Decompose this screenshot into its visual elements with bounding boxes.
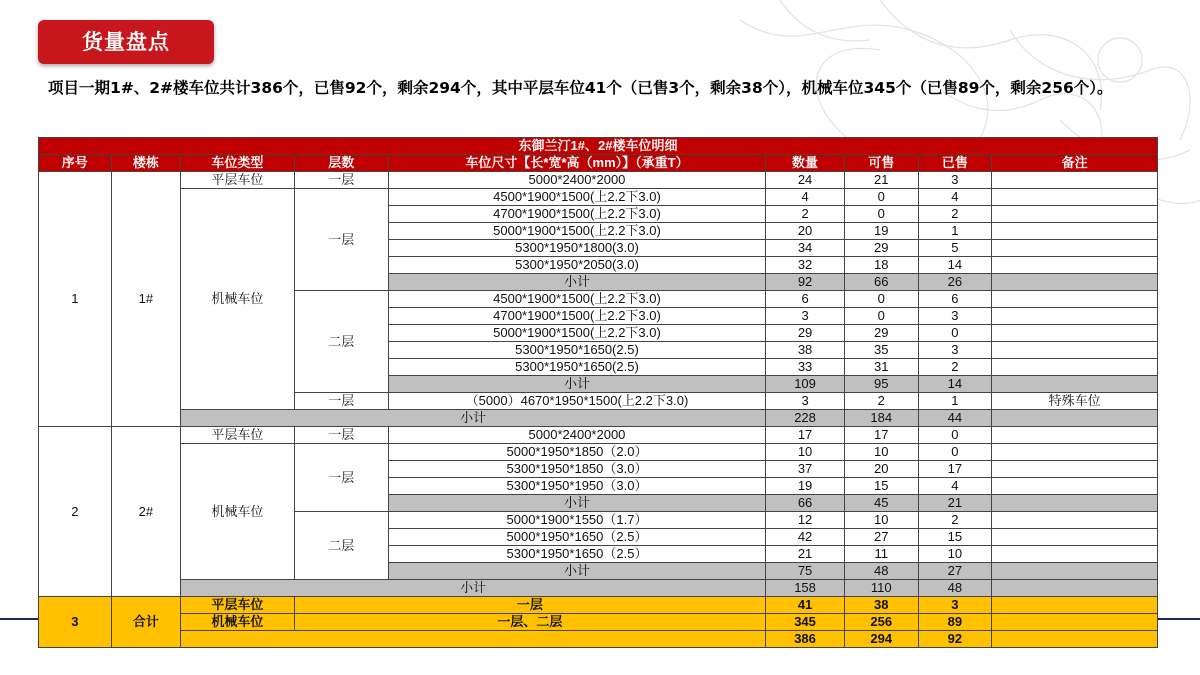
note-cell <box>992 240 1158 257</box>
note-cell <box>992 529 1158 546</box>
type-cell: 平层车位 <box>181 597 295 614</box>
avail-cell: 29 <box>844 325 918 342</box>
note-cell <box>992 291 1158 308</box>
note-cell <box>992 189 1158 206</box>
qty-cell: 20 <box>766 223 845 240</box>
avail-cell: 45 <box>844 495 918 512</box>
qty-cell: 19 <box>766 478 845 495</box>
subtotal-label: 小计 <box>388 495 765 512</box>
sold-cell: 89 <box>918 614 992 631</box>
col-header: 可售 <box>844 155 918 172</box>
size-cell: 4500*1900*1500(上2.2下3.0) <box>388 291 765 308</box>
sold-cell: 14 <box>918 257 992 274</box>
sold-cell: 2 <box>918 512 992 529</box>
avail-cell: 184 <box>844 410 918 427</box>
note-cell: 特殊车位 <box>992 393 1158 410</box>
col-header: 层数 <box>294 155 388 172</box>
avail-cell: 19 <box>844 223 918 240</box>
sold-cell: 3 <box>918 172 992 189</box>
type-cell: 机械车位 <box>181 614 295 631</box>
note-cell <box>992 410 1158 427</box>
sold-cell: 2 <box>918 206 992 223</box>
avail-cell: 38 <box>844 597 918 614</box>
subtotal-label: 小计 <box>181 410 766 427</box>
sold-cell: 6 <box>918 291 992 308</box>
qty-cell: 21 <box>766 546 845 563</box>
note-cell <box>992 325 1158 342</box>
qty-cell: 228 <box>766 410 845 427</box>
type-cell: 机械车位 <box>181 444 295 580</box>
row-number: 2 <box>39 427 112 597</box>
page-title: 货量盘点 <box>38 20 214 64</box>
qty-cell: 29 <box>766 325 845 342</box>
sold-cell: 0 <box>918 325 992 342</box>
col-header: 车位类型 <box>181 155 295 172</box>
size-cell: 5000*2400*2000 <box>388 427 765 444</box>
note-cell <box>992 495 1158 512</box>
building-subtotal-row <box>39 580 1158 597</box>
sold-cell: 4 <box>918 189 992 206</box>
note-cell <box>992 308 1158 325</box>
table-caption: 东御兰汀1#、2#楼车位明细 <box>39 138 1158 155</box>
qty-cell: 10 <box>766 444 845 461</box>
table-row <box>39 172 1158 189</box>
qty-cell: 6 <box>766 291 845 308</box>
avail-cell: 17 <box>844 427 918 444</box>
sold-cell: 3 <box>918 597 992 614</box>
size-cell: 5300*1950*1850（3.0） <box>388 461 765 478</box>
grand-total-row <box>39 631 1158 648</box>
size-cell: 5300*1950*2050(3.0) <box>388 257 765 274</box>
sold-cell: 26 <box>918 274 992 291</box>
table-row <box>39 444 1158 461</box>
floor-cell: 一层 <box>294 444 388 512</box>
sold-cell: 27 <box>918 563 992 580</box>
note-cell <box>992 461 1158 478</box>
avail-cell: 15 <box>844 478 918 495</box>
sold-cell: 14 <box>918 376 992 393</box>
note-cell <box>992 342 1158 359</box>
col-header: 车位尺寸【长*宽*高（mm）】（承重T） <box>388 155 765 172</box>
sold-cell: 17 <box>918 461 992 478</box>
avail-cell: 66 <box>844 274 918 291</box>
building-cell: 2# <box>111 427 181 597</box>
note-cell <box>992 631 1158 648</box>
note-cell <box>992 478 1158 495</box>
floor-cell: 一层 <box>294 393 388 410</box>
size-cell: 4700*1900*1500(上2.2下3.0) <box>388 308 765 325</box>
subtotal-label: 小计 <box>388 376 765 393</box>
summary-text: 项目一期1#、2#楼车位共计386个，已售92个，剩余294个，其中平层车位41个（已售3个，剩余38个），机械车位345个（已售89个，剩余256个）。 <box>48 79 1113 97</box>
size-cell: （5000）4670*1950*1500(上2.2下3.0) <box>388 393 765 410</box>
type-cell: 平层车位 <box>181 172 295 189</box>
type-cell: 平层车位 <box>181 427 295 444</box>
avail-cell: 110 <box>844 580 918 597</box>
sold-cell: 1 <box>918 393 992 410</box>
avail-cell: 31 <box>844 359 918 376</box>
size-cell: 5000*1900*1500(上2.2下3.0) <box>388 325 765 342</box>
avail-cell: 21 <box>844 172 918 189</box>
avail-cell: 27 <box>844 529 918 546</box>
building-cell: 1# <box>111 172 181 427</box>
note-cell <box>992 512 1158 529</box>
qty-cell: 3 <box>766 308 845 325</box>
floor-cell: 二层 <box>294 291 388 393</box>
avail-cell: 0 <box>844 189 918 206</box>
note-cell <box>992 172 1158 189</box>
qty-cell: 33 <box>766 359 845 376</box>
total-row <box>39 614 1158 631</box>
sold-cell: 4 <box>918 478 992 495</box>
floor-cell: 二层 <box>294 512 388 580</box>
sold-cell: 1 <box>918 223 992 240</box>
sold-cell: 3 <box>918 342 992 359</box>
avail-cell: 2 <box>844 393 918 410</box>
sold-cell: 10 <box>918 546 992 563</box>
avail-cell: 48 <box>844 563 918 580</box>
qty-cell: 32 <box>766 257 845 274</box>
note-cell <box>992 546 1158 563</box>
floor-cell: 一层 <box>294 597 766 614</box>
qty-cell: 158 <box>766 580 845 597</box>
sold-cell: 44 <box>918 410 992 427</box>
subtotal-label: 小计 <box>181 580 766 597</box>
size-cell: 5000*1950*1850（2.0） <box>388 444 765 461</box>
sold-cell: 15 <box>918 529 992 546</box>
sold-cell: 2 <box>918 359 992 376</box>
qty-cell: 4 <box>766 189 845 206</box>
col-header: 楼栋 <box>111 155 181 172</box>
note-cell <box>992 427 1158 444</box>
note-cell <box>992 580 1158 597</box>
col-header: 数量 <box>766 155 845 172</box>
qty-cell: 42 <box>766 529 845 546</box>
size-cell: 5000*1900*1550（1.7） <box>388 512 765 529</box>
qty-cell: 17 <box>766 427 845 444</box>
sold-cell: 48 <box>918 580 992 597</box>
note-cell <box>992 563 1158 580</box>
sold-cell: 3 <box>918 308 992 325</box>
floor-cell: 一层 <box>294 189 388 291</box>
avail-cell: 256 <box>844 614 918 631</box>
col-header: 序号 <box>39 155 112 172</box>
avail-cell: 0 <box>844 291 918 308</box>
qty-cell: 92 <box>766 274 845 291</box>
parking-detail-table <box>38 137 1158 648</box>
size-cell: 5300*1950*1650(2.5) <box>388 342 765 359</box>
size-cell: 5300*1950*1650（2.5） <box>388 546 765 563</box>
qty-cell: 2 <box>766 206 845 223</box>
avail-cell: 95 <box>844 376 918 393</box>
blank-cell <box>181 631 766 648</box>
avail-cell: 10 <box>844 512 918 529</box>
subtotal-label: 小计 <box>388 274 765 291</box>
avail-cell: 11 <box>844 546 918 563</box>
size-cell: 5000*2400*2000 <box>388 172 765 189</box>
qty-cell: 38 <box>766 342 845 359</box>
sold-cell: 92 <box>918 631 992 648</box>
sold-cell: 0 <box>918 444 992 461</box>
avail-cell: 0 <box>844 308 918 325</box>
sold-cell: 5 <box>918 240 992 257</box>
sold-cell: 0 <box>918 427 992 444</box>
avail-cell: 0 <box>844 206 918 223</box>
sold-cell: 21 <box>918 495 992 512</box>
qty-cell: 75 <box>766 563 845 580</box>
col-header: 已售 <box>918 155 992 172</box>
qty-cell: 24 <box>766 172 845 189</box>
qty-cell: 12 <box>766 512 845 529</box>
size-cell: 5000*1950*1650（2.5） <box>388 529 765 546</box>
note-cell <box>992 444 1158 461</box>
note-cell <box>992 274 1158 291</box>
avail-cell: 294 <box>844 631 918 648</box>
note-cell <box>992 614 1158 631</box>
subtotal-label: 小计 <box>388 563 765 580</box>
floor-cell: 一层 <box>294 172 388 189</box>
total-label: 合计 <box>111 597 181 648</box>
row-number: 1 <box>39 172 112 427</box>
building-subtotal-row <box>39 410 1158 427</box>
table-row <box>39 427 1158 444</box>
note-cell <box>992 206 1158 223</box>
size-cell: 5000*1900*1500(上2.2下3.0) <box>388 223 765 240</box>
avail-cell: 35 <box>844 342 918 359</box>
qty-cell: 109 <box>766 376 845 393</box>
header-row <box>39 155 1158 172</box>
avail-cell: 29 <box>844 240 918 257</box>
col-header: 备注 <box>992 155 1158 172</box>
note-cell <box>992 257 1158 274</box>
floor-cell: 一层 <box>294 427 388 444</box>
size-cell: 5300*1950*1950（3.0） <box>388 478 765 495</box>
size-cell: 4500*1900*1500(上2.2下3.0) <box>388 189 765 206</box>
row-number: 3 <box>39 597 112 648</box>
type-cell: 机械车位 <box>181 189 295 410</box>
note-cell <box>992 597 1158 614</box>
qty-cell: 41 <box>766 597 845 614</box>
qty-cell: 3 <box>766 393 845 410</box>
size-cell: 5300*1950*1800(3.0) <box>388 240 765 257</box>
qty-cell: 66 <box>766 495 845 512</box>
table-row <box>39 189 1158 206</box>
qty-cell: 386 <box>766 631 845 648</box>
note-cell <box>992 359 1158 376</box>
size-cell: 5300*1950*1650(2.5) <box>388 359 765 376</box>
qty-cell: 345 <box>766 614 845 631</box>
avail-cell: 10 <box>844 444 918 461</box>
total-row <box>39 597 1158 614</box>
note-cell <box>992 376 1158 393</box>
avail-cell: 20 <box>844 461 918 478</box>
qty-cell: 34 <box>766 240 845 257</box>
floor-cell: 一层、二层 <box>294 614 766 631</box>
size-cell: 4700*1900*1500(上2.2下3.0) <box>388 206 765 223</box>
qty-cell: 37 <box>766 461 845 478</box>
avail-cell: 18 <box>844 257 918 274</box>
note-cell <box>992 223 1158 240</box>
